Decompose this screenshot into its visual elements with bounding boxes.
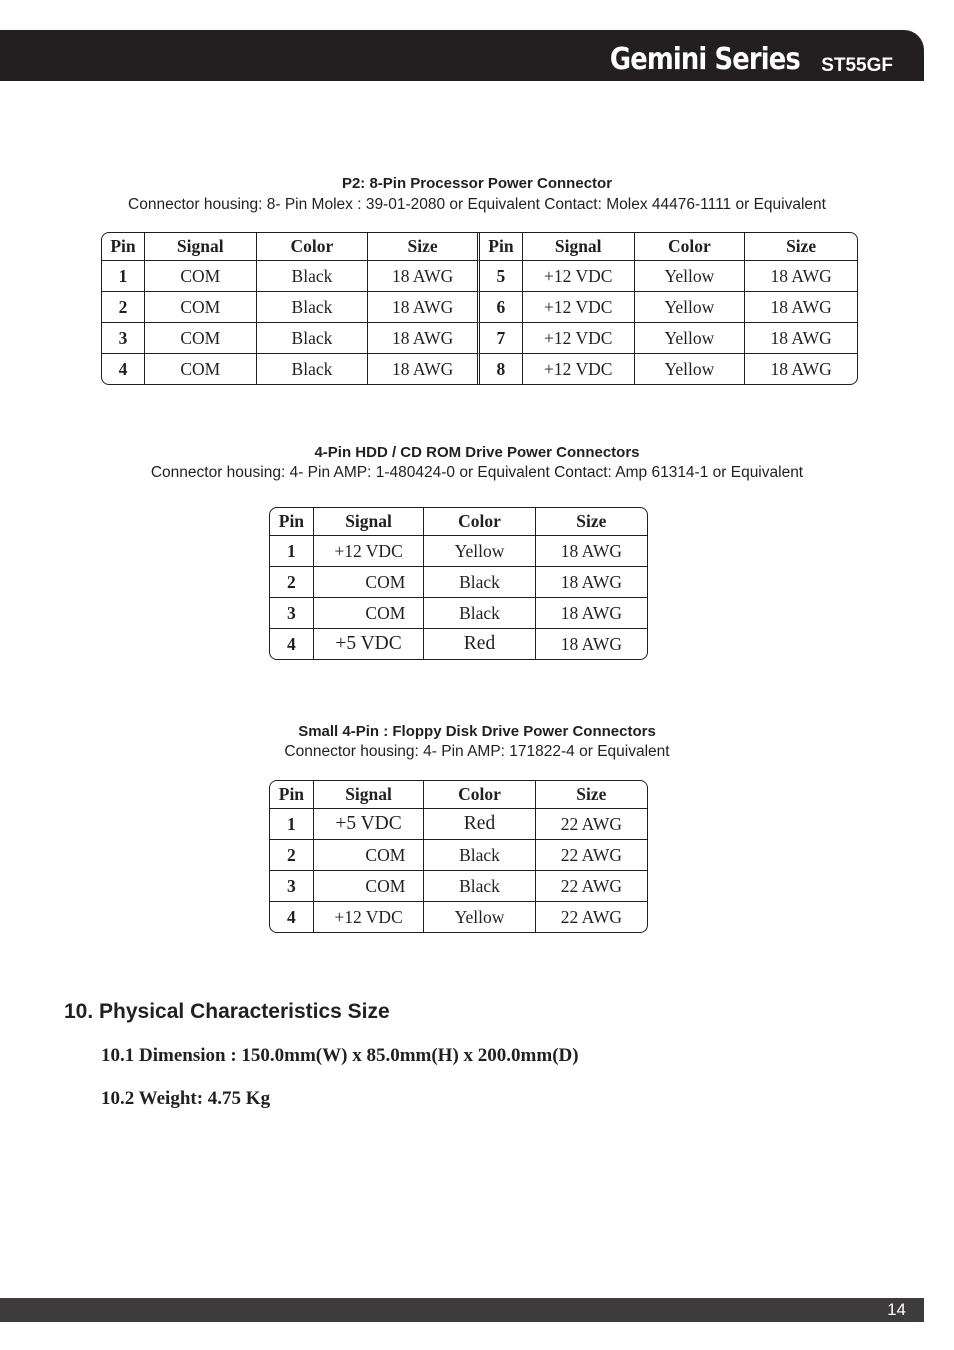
cell-pin: 2 <box>102 292 145 323</box>
col-header: Size <box>536 781 647 809</box>
cell-signal: COM <box>314 567 424 598</box>
cell-signal: COM <box>145 292 257 323</box>
cell-size: 22 AWG <box>536 840 647 871</box>
table-row <box>270 536 647 567</box>
cell-signal: COM <box>145 261 257 292</box>
cell-pin: 3 <box>270 871 314 902</box>
cell-size: 18 AWG <box>745 323 857 354</box>
table-header-row <box>102 233 857 261</box>
col-header: Size <box>368 233 480 261</box>
cell-pin: 2 <box>270 840 314 871</box>
col-header: Pin <box>102 233 145 261</box>
cell-color: Black <box>424 598 535 629</box>
section-title-8pin: P2: 8-Pin Processor Power Connector <box>341 175 613 192</box>
cell-color: Black <box>424 840 535 871</box>
cell-size: 18 AWG <box>368 323 480 354</box>
cell-color: Black <box>257 323 369 354</box>
section-subtitle-hdd: Connector housing: 4- Pin AMP: 1-480424-0 or Equivalent Contact: Amp 61314-1 or Equivalent <box>150 464 804 481</box>
cell-size: 18 AWG <box>770 358 832 379</box>
cell-pin: 3 <box>102 323 145 354</box>
cell-color: Black <box>424 871 535 902</box>
cell-signal: COM <box>145 354 257 384</box>
cell-size: 18 AWG <box>745 292 857 323</box>
cell-size: 22 AWG <box>536 809 647 840</box>
table-row <box>270 871 647 902</box>
section-subtitle-floppy: Connector housing: 4- Pin AMP: 171822-4 or Equivalent <box>284 743 670 760</box>
col-header: Color <box>635 233 746 261</box>
table-row <box>270 629 647 659</box>
cell-color: Yellow <box>635 261 746 292</box>
cell-pin: 4 <box>102 354 145 384</box>
col-header: Pin <box>270 508 314 536</box>
header-bar <box>0 30 924 81</box>
cell-pin: 3 <box>270 598 314 629</box>
col-header: Color <box>257 233 369 261</box>
cell-pin: 7 <box>480 323 523 354</box>
cell-pin: 2 <box>270 567 314 598</box>
cell-signal: +12 VDC <box>523 323 635 354</box>
cell-pin: 4 <box>270 902 314 932</box>
table-header-row <box>270 508 647 536</box>
col-header: Pin <box>270 781 314 809</box>
cell-size: 18 AWG <box>536 567 647 598</box>
cell-size: 18 AWG <box>368 261 480 292</box>
table-hdd <box>269 507 648 660</box>
cell-signal: +5 VDC <box>314 629 424 659</box>
cell-size: 18 AWG <box>560 633 622 654</box>
cell-size: 18 AWG <box>745 261 857 292</box>
cell-size: 18 AWG <box>536 536 647 567</box>
cell-signal: COM <box>314 840 424 871</box>
col-header: Signal <box>314 781 424 809</box>
cell-signal: COM <box>314 871 424 902</box>
col-header: Signal <box>145 233 257 261</box>
col-header: Signal <box>314 508 424 536</box>
table-row <box>270 840 647 871</box>
cell-color: Yellow <box>635 292 746 323</box>
physical-heading: 10. Physical Characteristics Size <box>64 1000 390 1023</box>
table-header-row <box>270 781 647 809</box>
cell-color: Red <box>424 809 535 840</box>
cell-signal: +5 VDC <box>314 809 424 840</box>
table-8pin <box>101 232 858 385</box>
cell-signal: +12 VDC <box>523 261 635 292</box>
brand-title: Gemini Series <box>610 42 800 77</box>
cell-pin: 8 <box>480 354 523 384</box>
cell-size: 18 AWG <box>536 598 647 629</box>
section-subtitle-8pin: Connector housing: 8- Pin Molex : 39-01-2080 or Equivalent Contact: Molex 44476-1111 or Equivalent <box>128 196 826 213</box>
col-header: Size <box>745 233 857 261</box>
section-title-hdd: 4-Pin HDD / CD ROM Drive Power Connectors <box>314 444 640 461</box>
table-row <box>270 567 647 598</box>
cell-signal: +12 VDC <box>523 292 635 323</box>
section-title-floppy: Small 4-Pin : Floppy Disk Drive Power Connectors <box>298 723 656 740</box>
table-row <box>102 323 857 354</box>
cell-signal: +12 VDC <box>523 354 635 384</box>
cell-size: 22 AWG <box>536 871 647 902</box>
cell-signal: +12 VDC <box>314 536 424 567</box>
table-row <box>270 598 647 629</box>
cell-signal: COM <box>314 598 424 629</box>
weight-spec: 10.2 Weight: 4.75 Kg <box>101 1088 271 1109</box>
cell-size: 22 AWG <box>560 906 622 927</box>
cell-color: Red <box>424 629 535 659</box>
table-floppy <box>269 780 648 933</box>
footer-bar <box>0 1298 924 1322</box>
col-header: Size <box>536 508 647 536</box>
cell-color: Yellow <box>635 354 746 384</box>
col-header: Pin <box>480 233 523 261</box>
table-row <box>102 292 857 323</box>
cell-pin: 1 <box>270 536 314 567</box>
cell-signal: +12 VDC <box>314 902 424 932</box>
cell-pin: 1 <box>270 809 314 840</box>
table-row <box>270 809 647 840</box>
cell-pin: 6 <box>480 292 523 323</box>
cell-color: Yellow <box>635 323 746 354</box>
cell-signal: COM <box>145 323 257 354</box>
cell-color: Black <box>257 292 369 323</box>
model-label: ST55GF <box>821 55 893 76</box>
cell-pin: 1 <box>102 261 145 292</box>
cell-color: Yellow <box>424 902 535 932</box>
cell-color: Yellow <box>424 536 535 567</box>
cell-color: Black <box>257 354 369 384</box>
col-header: Color <box>424 508 535 536</box>
cell-size: 18 AWG <box>368 354 480 384</box>
cell-size: 18 AWG <box>368 292 480 323</box>
page-number: 14 <box>887 1300 906 1319</box>
table-row <box>102 261 857 292</box>
col-header: Signal <box>523 233 635 261</box>
cell-pin: 4 <box>270 629 314 659</box>
table-row <box>270 902 647 932</box>
cell-color: Black <box>424 567 535 598</box>
cell-color: Black <box>257 261 369 292</box>
table-row <box>102 354 857 384</box>
dimension-spec: 10.1 Dimension : 150.0mm(W) x 85.0mm(H) x 200.0mm(D) <box>101 1045 579 1066</box>
cell-pin: 5 <box>480 261 523 292</box>
col-header: Color <box>424 781 535 809</box>
